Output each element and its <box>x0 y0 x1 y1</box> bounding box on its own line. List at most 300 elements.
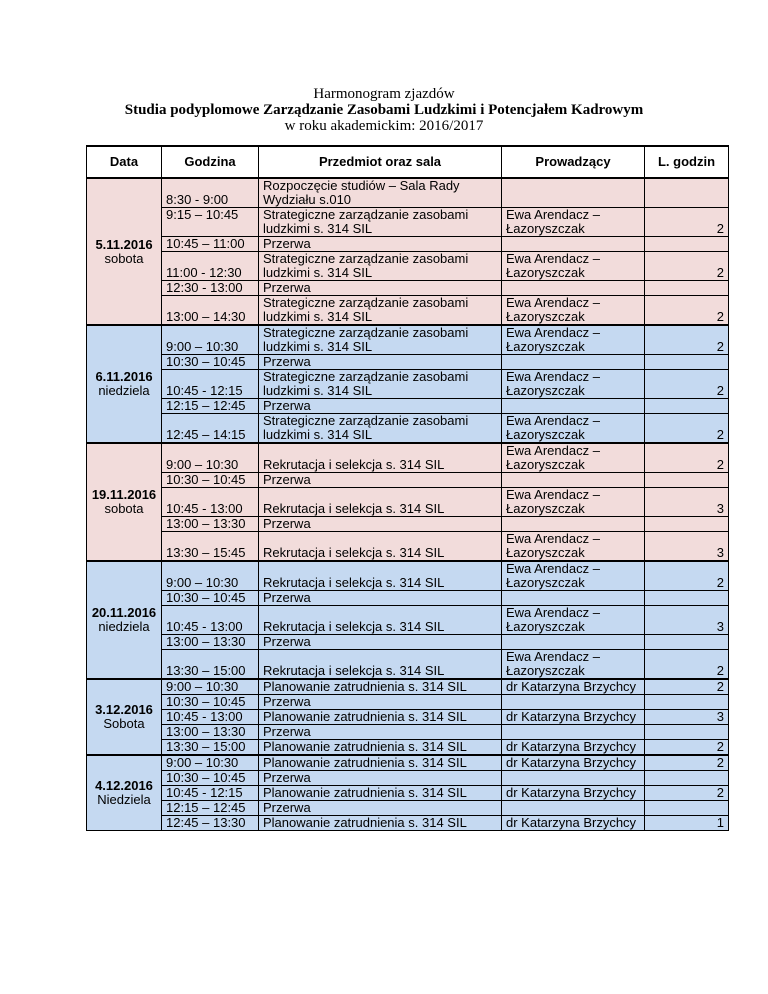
teacher-cell-line <box>506 355 640 369</box>
subject-cell-line: Strategiczne zarządzanie zasobami <box>263 251 469 266</box>
teacher-cell <box>502 606 645 635</box>
subject-cell-line: Planowanie zatrudnienia s. 314 SIL <box>263 739 467 754</box>
time-cell-line <box>166 444 254 458</box>
table-row <box>87 296 729 326</box>
subject-cell-line: ludzkimi s. 314 SIL <box>263 221 373 236</box>
table-row <box>87 786 729 801</box>
table-row <box>87 325 729 355</box>
hours-cell <box>645 695 729 710</box>
teacher-cell-line: Łazoryszczak <box>506 575 585 590</box>
table-row <box>87 710 729 725</box>
hours-cell: 3 <box>645 488 729 517</box>
teacher-cell-line: Łazoryszczak <box>506 339 585 354</box>
hours-cell <box>645 237 729 252</box>
subject-cell-line <box>263 606 497 620</box>
teacher-cell <box>502 252 645 281</box>
teacher-cell <box>502 399 645 414</box>
time-cell-line: 13:00 – 14:30 <box>166 309 246 324</box>
teacher-cell-line <box>506 771 640 785</box>
hours-cell: 2 <box>645 650 729 680</box>
subject-cell <box>259 816 502 831</box>
time-cell-line: 9:00 – 10:30 <box>166 755 239 770</box>
table-row <box>87 517 729 532</box>
subject-cell <box>259 252 502 281</box>
time-cell-line: 13:30 – 15:00 <box>166 739 246 754</box>
subject-cell-line: Planowanie zatrudnienia s. 314 SIL <box>263 755 467 770</box>
table-row <box>87 370 729 399</box>
time-cell-line: 13:30 – 15:00 <box>166 663 246 678</box>
teacher-cell-line: Łazoryszczak <box>506 663 585 678</box>
teacher-cell-line <box>506 801 640 815</box>
teacher-cell-line: Łazoryszczak <box>506 221 585 236</box>
subject-cell-line: Przerwa <box>263 472 311 487</box>
time-cell <box>162 517 259 532</box>
subject-cell <box>259 414 502 444</box>
table-row <box>87 771 729 786</box>
date-cell <box>87 325 162 443</box>
teacher-cell <box>502 237 645 252</box>
subject-cell-line: Rekrutacja i selekcja s. 314 SIL <box>263 501 445 516</box>
column-header-hours: L. godzin <box>645 146 729 178</box>
time-cell <box>162 208 259 237</box>
time-cell <box>162 325 259 355</box>
time-cell <box>162 816 259 831</box>
hours-cell: 2 <box>645 325 729 355</box>
table-row <box>87 561 729 591</box>
subject-cell <box>259 370 502 399</box>
time-cell <box>162 679 259 695</box>
time-cell-line <box>166 370 254 384</box>
table-row <box>87 635 729 650</box>
hours-cell <box>645 355 729 370</box>
subject-cell-line <box>263 562 497 576</box>
subject-cell <box>259 399 502 414</box>
teacher-cell-line: Łazoryszczak <box>506 619 585 634</box>
time-cell <box>162 281 259 296</box>
teacher-cell-line <box>506 193 640 207</box>
subject-cell-line: Planowanie zatrudnienia s. 314 SIL <box>263 679 467 694</box>
teacher-cell-line <box>506 179 640 193</box>
date-cell <box>87 443 162 561</box>
hours-cell: 2 <box>645 443 729 473</box>
time-cell-line: 11:00 - 12:30 <box>166 265 242 280</box>
teacher-cell-line: Łazoryszczak <box>506 545 585 560</box>
time-cell <box>162 695 259 710</box>
teacher-cell-line: Ewa Arendacz – <box>506 605 600 620</box>
teacher-cell-line: dr Katarzyna Brzychcy <box>506 785 637 800</box>
subject-cell <box>259 532 502 562</box>
teacher-cell-line: Ewa Arendacz – <box>506 531 600 546</box>
time-cell-line: 10:30 – 10:45 <box>166 694 246 709</box>
time-cell-line <box>166 414 254 428</box>
table-row <box>87 473 729 488</box>
teacher-cell-line <box>506 591 640 605</box>
teacher-cell-line: dr Katarzyna Brzychcy <box>506 679 637 694</box>
date-cell <box>87 755 162 831</box>
subject-cell-line: ludzkimi s. 314 SIL <box>263 339 373 354</box>
subject-cell-line: Strategiczne zarządzanie zasobami <box>263 413 469 428</box>
teacher-cell <box>502 635 645 650</box>
teacher-cell-line <box>506 281 640 295</box>
teacher-cell-line: Łazoryszczak <box>506 501 585 516</box>
table-row <box>87 208 729 237</box>
table-row <box>87 816 729 831</box>
column-header-time: Godzina <box>162 146 259 178</box>
time-cell-line: 10:30 – 10:45 <box>166 354 246 369</box>
subject-cell <box>259 355 502 370</box>
teacher-cell <box>502 725 645 740</box>
table-row <box>87 606 729 635</box>
time-cell-line: 13:00 – 13:30 <box>166 724 246 739</box>
date-value: 20.11.2016 <box>91 605 157 620</box>
time-cell-line <box>166 179 254 193</box>
teacher-cell <box>502 178 645 208</box>
time-cell <box>162 606 259 635</box>
time-cell <box>162 561 259 591</box>
hours-cell <box>645 517 729 532</box>
table-row <box>87 650 729 680</box>
teacher-cell-line: Ewa Arendacz – <box>506 561 600 576</box>
subject-cell <box>259 740 502 756</box>
subject-cell <box>259 725 502 740</box>
subject-cell <box>259 281 502 296</box>
subject-cell-line: ludzkimi s. 314 SIL <box>263 383 373 398</box>
time-cell-line: 10:30 – 10:45 <box>166 590 246 605</box>
time-cell-line <box>166 532 254 546</box>
teacher-cell <box>502 355 645 370</box>
date-value: 6.11.2016 <box>95 369 153 384</box>
teacher-cell-line: Ewa Arendacz – <box>506 325 600 340</box>
time-cell-line: 10:45 - 13:00 <box>166 619 243 634</box>
teacher-cell <box>502 801 645 816</box>
hours-cell: 2 <box>645 740 729 756</box>
hours-cell: 3 <box>645 532 729 562</box>
teacher-cell <box>502 561 645 591</box>
table-row <box>87 725 729 740</box>
hours-cell: 2 <box>645 755 729 771</box>
date-value: 4.12.2016 <box>95 778 153 793</box>
table-row <box>87 399 729 414</box>
teacher-cell <box>502 771 645 786</box>
teacher-cell <box>502 650 645 680</box>
hours-cell <box>645 473 729 488</box>
time-cell <box>162 414 259 444</box>
time-cell-line: 13:00 – 13:30 <box>166 516 246 531</box>
subject-cell-line <box>263 650 497 664</box>
subject-cell-line: Przerwa <box>263 770 311 785</box>
subject-cell-line: Rekrutacja i selekcja s. 314 SIL <box>263 619 445 634</box>
subject-cell <box>259 755 502 771</box>
teacher-cell-line: Łazoryszczak <box>506 383 585 398</box>
subject-cell <box>259 786 502 801</box>
subject-cell-line: Strategiczne zarządzanie zasobami <box>263 325 469 340</box>
time-cell-line: 10:45 - 13:00 <box>166 709 243 724</box>
teacher-cell <box>502 679 645 695</box>
time-cell-line: 9:00 – 10:30 <box>166 457 239 472</box>
time-cell-line: 9:00 – 10:30 <box>166 575 239 590</box>
time-cell <box>162 370 259 399</box>
time-cell-line <box>166 650 254 664</box>
teacher-cell-line: Ewa Arendacz – <box>506 649 600 664</box>
table-row <box>87 801 729 816</box>
subject-cell-line: Przerwa <box>263 236 311 251</box>
teacher-cell <box>502 517 645 532</box>
time-cell <box>162 355 259 370</box>
teacher-cell-line: dr Katarzyna Brzychcy <box>506 755 637 770</box>
time-cell-line <box>166 296 254 310</box>
date-value: 5.11.2016 <box>95 236 153 252</box>
teacher-cell <box>502 414 645 444</box>
header-row <box>87 146 729 178</box>
teacher-cell <box>502 755 645 771</box>
teacher-cell-line: Ewa Arendacz – <box>506 413 600 428</box>
table-row <box>87 695 729 710</box>
hours-cell: 2 <box>645 414 729 444</box>
time-cell-line: 10:45 - 12:15 <box>166 785 243 800</box>
table-row <box>87 281 729 296</box>
subject-cell <box>259 591 502 606</box>
table-row <box>87 532 729 562</box>
time-cell-line <box>166 326 254 340</box>
subject-cell <box>259 650 502 680</box>
subject-cell-line: Strategiczne zarządzanie zasobami <box>263 207 469 222</box>
weekday-label: niedziela <box>98 619 150 634</box>
hours-cell <box>645 635 729 650</box>
table-row <box>87 414 729 444</box>
time-cell <box>162 771 259 786</box>
time-cell-line: 12:15 – 12:45 <box>166 800 246 815</box>
subject-cell-line: Przerwa <box>263 724 311 739</box>
subject-cell-line: Rekrutacja i selekcja s. 314 SIL <box>263 457 445 472</box>
teacher-cell <box>502 710 645 725</box>
teacher-cell <box>502 786 645 801</box>
hours-cell: 3 <box>645 710 729 725</box>
teacher-cell-line: Ewa Arendacz – <box>506 369 600 384</box>
subject-cell-line: Rekrutacja i selekcja s. 314 SIL <box>263 575 445 590</box>
subject-cell <box>259 178 502 208</box>
time-cell <box>162 296 259 326</box>
time-cell <box>162 237 259 252</box>
subject-cell-line: Wydziału s.010 <box>263 192 352 207</box>
time-cell-line: 10:30 – 10:45 <box>166 770 246 785</box>
time-cell-line: 9:00 – 10:30 <box>166 339 239 354</box>
hours-cell: 2 <box>645 561 729 591</box>
subject-cell-line: Rekrutacja i selekcja s. 314 SIL <box>263 663 445 678</box>
teacher-cell-line <box>506 237 640 251</box>
time-cell-line: 12:45 – 13:30 <box>166 815 246 830</box>
time-cell-line: 12:45 – 14:15 <box>166 427 246 442</box>
hours-cell <box>645 801 729 816</box>
teacher-cell-line: Łazoryszczak <box>506 309 585 324</box>
column-header-teacher: Prowadzący <box>502 146 645 178</box>
teacher-cell-line <box>506 725 640 739</box>
hours-cell <box>645 281 729 296</box>
time-cell-line <box>166 606 254 620</box>
time-cell <box>162 532 259 562</box>
teacher-cell-line: Ewa Arendacz – <box>506 443 600 458</box>
date-cell <box>87 679 162 755</box>
hours-cell: 2 <box>645 679 729 695</box>
subject-cell-line: Rekrutacja i selekcja s. 314 SIL <box>263 545 445 560</box>
subject-cell <box>259 296 502 326</box>
table-row <box>87 591 729 606</box>
time-cell <box>162 443 259 473</box>
time-cell <box>162 473 259 488</box>
weekday-label: Niedziela <box>97 792 151 807</box>
teacher-cell <box>502 473 645 488</box>
hours-cell: 2 <box>645 208 729 237</box>
subject-cell-line: Przerwa <box>263 354 311 369</box>
hours-cell: 1 <box>645 816 729 831</box>
teacher-cell-line: Ewa Arendacz – <box>506 295 600 310</box>
time-cell-line: 8:30 - 9:00 <box>166 192 229 207</box>
time-cell-line: 12:15 – 12:45 <box>166 398 246 413</box>
weekday-label: sobota <box>104 501 144 516</box>
subject-cell-line: Planowanie zatrudnienia s. 314 SIL <box>263 785 467 800</box>
hours-cell <box>645 591 729 606</box>
subject-cell <box>259 488 502 517</box>
teacher-cell-line <box>506 473 640 487</box>
time-cell <box>162 178 259 208</box>
date-cell <box>87 178 162 325</box>
teacher-cell <box>502 296 645 326</box>
weekday-label: sobota <box>104 250 144 266</box>
column-header-date: Data <box>87 146 162 178</box>
time-cell-line: 13:30 – 15:45 <box>166 545 246 560</box>
subject-cell <box>259 208 502 237</box>
subject-cell <box>259 517 502 532</box>
teacher-cell-line <box>506 695 640 709</box>
teacher-cell-line <box>506 399 640 413</box>
teacher-cell-line: Łazoryszczak <box>506 265 585 280</box>
teacher-cell <box>502 325 645 355</box>
date-value: 19.11.2016 <box>91 487 157 502</box>
teacher-cell <box>502 488 645 517</box>
subject-cell <box>259 771 502 786</box>
teacher-cell-line: Łazoryszczak <box>506 457 585 472</box>
teacher-cell <box>502 443 645 473</box>
time-cell-line: 13:00 – 13:30 <box>166 634 246 649</box>
teacher-cell-line: Ewa Arendacz – <box>506 207 600 222</box>
hours-cell: 2 <box>645 252 729 281</box>
time-cell <box>162 755 259 771</box>
schedule-table <box>86 145 729 831</box>
teacher-cell-line: dr Katarzyna Brzychcy <box>506 815 637 830</box>
subject-cell <box>259 443 502 473</box>
subject-cell-line: Przerwa <box>263 280 311 295</box>
teacher-cell-line: Ewa Arendacz – <box>506 251 600 266</box>
time-cell-line: 9:00 – 10:30 <box>166 679 239 694</box>
subject-cell-line: Przerwa <box>263 516 311 531</box>
table-row <box>87 679 729 695</box>
subject-cell <box>259 710 502 725</box>
hours-cell <box>645 399 729 414</box>
teacher-cell <box>502 740 645 756</box>
teacher-cell-line <box>506 517 640 531</box>
hours-cell: 2 <box>645 786 729 801</box>
time-cell <box>162 399 259 414</box>
time-cell-line <box>166 488 254 502</box>
teacher-cell-line: dr Katarzyna Brzychcy <box>506 739 637 754</box>
hours-cell: 3 <box>645 606 729 635</box>
date-cell <box>87 561 162 679</box>
teacher-cell <box>502 816 645 831</box>
hours-cell <box>645 178 729 208</box>
subject-cell-line: ludzkimi s. 314 SIL <box>263 265 373 280</box>
weekday-label: niedziela <box>98 383 150 398</box>
subject-cell-line: ludzkimi s. 314 SIL <box>263 427 373 442</box>
teacher-cell-line: Łazoryszczak <box>506 427 585 442</box>
subject-cell <box>259 325 502 355</box>
table-row <box>87 252 729 281</box>
subject-cell <box>259 473 502 488</box>
time-cell-line: 10:45 - 13:00 <box>166 501 243 516</box>
teacher-cell <box>502 695 645 710</box>
teacher-cell <box>502 370 645 399</box>
weekday-label: Sobota <box>103 716 145 731</box>
teacher-cell <box>502 591 645 606</box>
subject-cell-line: Przerwa <box>263 694 311 709</box>
time-cell-line: 10:45 - 12:15 <box>166 383 243 398</box>
subject-cell <box>259 606 502 635</box>
time-cell <box>162 740 259 756</box>
academic-year-line: w roku akademickim: 2016/2017 <box>284 118 484 134</box>
time-cell <box>162 635 259 650</box>
table-row <box>87 488 729 517</box>
document-subtitle: Studia podyplomowe Zarządzanie Zasobami Ludzkimi i Potencjałem Kadrowym <box>124 102 644 118</box>
hours-cell: 2 <box>645 370 729 399</box>
time-cell-line: 12:30 - 13:00 <box>166 280 243 295</box>
subject-cell-line: Planowanie zatrudnienia s. 314 SIL <box>263 709 467 724</box>
table-row <box>87 755 729 771</box>
subject-cell-line <box>263 532 497 546</box>
subject-cell-line <box>263 488 497 502</box>
document-title: Harmonogram zjazdów <box>313 86 455 102</box>
time-cell <box>162 786 259 801</box>
time-cell <box>162 650 259 680</box>
time-cell <box>162 801 259 816</box>
teacher-cell <box>502 281 645 296</box>
subject-cell-line: Planowanie zatrudnienia s. 314 SIL <box>263 815 467 830</box>
table-row <box>87 740 729 756</box>
hours-cell <box>645 771 729 786</box>
teacher-cell <box>502 532 645 562</box>
time-cell <box>162 725 259 740</box>
subject-cell-line: Przerwa <box>263 800 311 815</box>
subject-cell <box>259 635 502 650</box>
table-row <box>87 443 729 473</box>
subject-cell <box>259 801 502 816</box>
subject-cell-line: Strategiczne zarządzanie zasobami <box>263 295 469 310</box>
subject-cell-line: Przerwa <box>263 634 311 649</box>
time-cell-line <box>166 562 254 576</box>
time-cell-line <box>166 252 254 266</box>
subject-cell <box>259 561 502 591</box>
subject-cell <box>259 679 502 695</box>
subject-cell <box>259 695 502 710</box>
subject-cell-line: Strategiczne zarządzanie zasobami <box>263 369 469 384</box>
table-row <box>87 178 729 208</box>
teacher-cell <box>502 208 645 237</box>
hours-cell <box>645 725 729 740</box>
subject-cell-line: Przerwa <box>263 590 311 605</box>
column-header-subject: Przedmiot oraz sala <box>259 146 502 178</box>
time-cell <box>162 252 259 281</box>
subject-cell-line: Rozpoczęcie studiów – Sala Rady <box>263 178 460 193</box>
time-cell <box>162 710 259 725</box>
teacher-cell-line <box>506 635 640 649</box>
date-value: 3.12.2016 <box>95 702 153 717</box>
